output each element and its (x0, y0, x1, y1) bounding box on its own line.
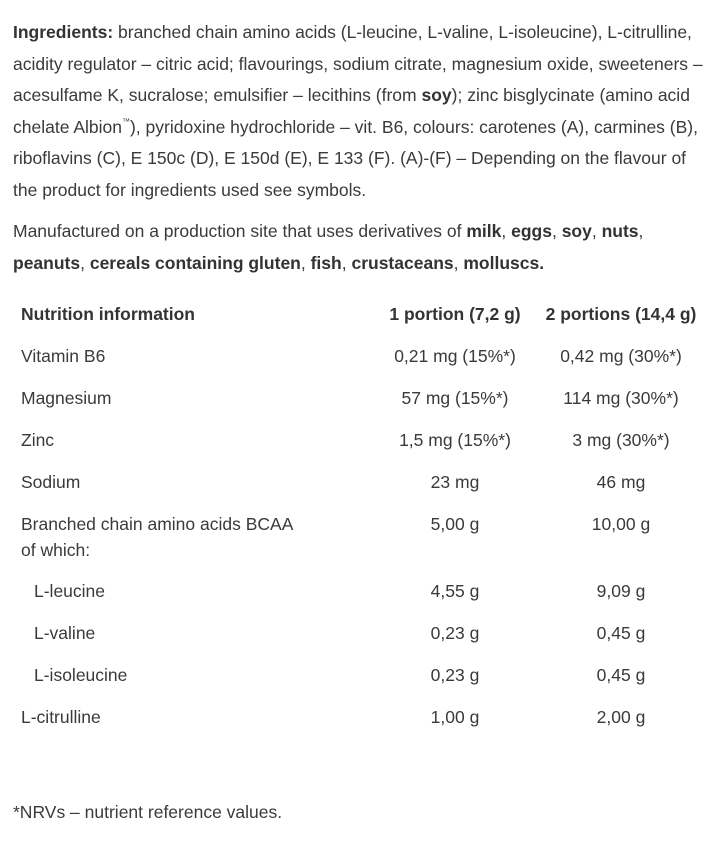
separator: , (453, 252, 464, 273)
separator: , (638, 221, 644, 241)
one-portion-value: 57 mg (15%*) (401, 388, 509, 408)
nutrient-name-main: Branched chain amino acids BCAA (21, 514, 294, 534)
manufacturing-intro: Manufactured on a production site that uses derivatives of (13, 221, 467, 241)
table-row (13, 503, 706, 570)
trademark-symbol: ™ (121, 116, 130, 126)
two-portions-value: 114 mg (30%*) (563, 388, 679, 408)
ingredient-allergen-soy: soy (421, 85, 452, 105)
allergen-item: crustaceans (351, 252, 454, 273)
nutrient-name: L-valine (34, 623, 96, 643)
header-nutrition-information: Nutrition information (21, 304, 196, 324)
ingredients-paragraph (13, 17, 713, 206)
table-row (13, 461, 706, 503)
manufacturing-notice (13, 216, 713, 279)
ingredients-text-1: branched chain amino acids (L-leucine, L-valine, L-isoleucine), L-citrulline, acidity regulator – citric acid; flavourings, sodium citrate, magnesium oxide, sweeteners – acesulfame K, sucralose; emulsifier – lecithins (from (13, 22, 703, 105)
allergen-item: milk (466, 221, 502, 241)
allergen-item: nuts (601, 221, 639, 241)
two-portions-value: 3 mg (30%*) (572, 430, 670, 450)
nutrient-name: L-isoleucine (34, 665, 128, 685)
ingredients-text-3: ), pyridoxine hydrochloride – vit. B6, colours: carotenes (A), carmines (B), riboflavins (C), E 150c (D), E 150d (E), E 133 (F). (A)-(F) – Depending on the flavour of the product for ingredients used see symbols. (13, 116, 698, 200)
one-portion-value: 1,5 mg (15%*) (399, 430, 511, 450)
two-portions-value: 0,45 g (596, 665, 646, 685)
allergen-item: fish (310, 252, 342, 273)
allergen-item: eggs (511, 221, 552, 241)
nutrient-name: Zinc (21, 430, 55, 450)
sentence-end: . (539, 252, 545, 273)
two-portions-value: 0,45 g (596, 623, 646, 643)
one-portion-value: 0,21 mg (15%*) (394, 346, 516, 366)
header-two-portions: 2 portions (14,4 g) (545, 304, 697, 324)
table-row (13, 612, 706, 654)
two-portions-value: 9,09 g (596, 581, 646, 601)
separator: , (300, 252, 311, 273)
nutrient-subtitle: of which: (21, 540, 91, 560)
allergen-item: molluscs (463, 252, 540, 273)
one-portion-value: 23 mg (430, 472, 480, 492)
allergen-item: soy (561, 221, 592, 241)
nutrient-name: L-citrulline (21, 707, 101, 727)
separator: , (591, 221, 602, 241)
table-header-row (13, 293, 706, 335)
two-portions-value: 10,00 g (591, 514, 651, 534)
separator: , (501, 221, 512, 241)
separator: , (80, 252, 90, 273)
nrv-footnote: *NRVs – nutrient reference values. (13, 802, 283, 822)
two-portions-value: 46 mg (596, 472, 646, 492)
table-row (13, 377, 706, 419)
two-portions-value: 2,00 g (596, 707, 646, 727)
table-row (13, 335, 706, 377)
one-portion-value: 5,00 g (430, 514, 480, 534)
table-row (13, 419, 706, 461)
table-row (13, 696, 706, 738)
separator: , (341, 252, 352, 273)
one-portion-value: 0,23 g (430, 623, 480, 643)
header-one-portion: 1 portion (7,2 g) (389, 304, 521, 324)
nutrient-name (13, 503, 374, 570)
nutrition-table (13, 293, 706, 738)
table-row (13, 570, 706, 612)
one-portion-value: 1,00 g (430, 707, 480, 727)
nutrient-name: L-leucine (34, 581, 106, 601)
allergen-item: cereals containing gluten (89, 252, 301, 273)
nutrient-name: Vitamin B6 (21, 346, 106, 366)
ingredients-label: Ingredients: (13, 22, 114, 42)
allergen-item: peanuts (13, 252, 81, 273)
nutrient-name: Sodium (21, 472, 81, 492)
separator: , (551, 221, 562, 241)
one-portion-value: 0,23 g (430, 665, 480, 685)
ingredients-text-2: ); zinc bisglycinate (amino acid chelate Albion (13, 85, 690, 137)
table-row (13, 654, 706, 696)
nutrient-name: Magnesium (21, 388, 112, 408)
two-portions-value: 0,42 mg (30%*) (560, 346, 682, 366)
one-portion-value: 4,55 g (430, 581, 480, 601)
